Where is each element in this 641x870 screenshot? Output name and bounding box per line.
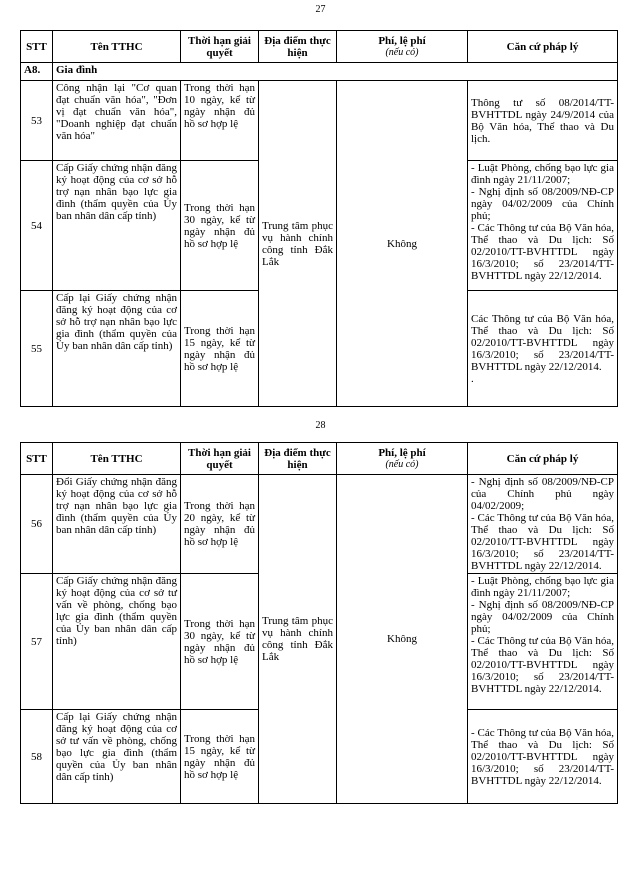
fee-cell: Không — [337, 81, 468, 407]
row-legal-basis: Thông tư số 08/2014/TT-BVHTTDL ngày 24/9/2014 của Bộ Văn hóa, Thể thao và Du lịch. — [468, 81, 618, 161]
row-stt: 57 — [21, 574, 53, 710]
fee-label: Phí, lệ phí — [378, 447, 426, 459]
col-header-time: Thời hạn giải quyết — [181, 31, 259, 63]
fee-label: Phí, lệ phí — [378, 35, 426, 47]
row-procedure-name: Đổi Giấy chứng nhận đăng ký hoạt động của cơ sở hỗ trợ nạn nhân bạo lực gia đình (thẩm quyền của Ủy ban nhân dân cấp tỉnh) — [53, 475, 181, 574]
col-header-name: Tên TTHC — [53, 443, 181, 475]
row-time-limit: Trong thời hạn 15 ngày, kể từ ngày nhận đủ hồ sơ hợp lệ — [181, 291, 259, 407]
row-time-limit: Trong thời hạn 10 ngày, kể từ ngày nhận đủ hồ sơ hợp lệ — [181, 81, 259, 161]
col-header-basis: Căn cứ pháp lý — [468, 31, 618, 63]
col-header-place: Địa điểm thực hiện — [259, 443, 337, 475]
row-stt: 55 — [21, 291, 53, 407]
row-time-limit: Trong thời hạn 20 ngày, kể từ ngày nhận đủ hồ sơ hợp lệ — [181, 475, 259, 574]
row-time-limit: Trong thời hạn 30 ngày, kể từ ngày nhận đủ hồ sơ hợp lệ — [181, 574, 259, 710]
row-procedure-name: Cấp lại Giấy chứng nhận đăng ký hoạt động của cơ sở tư vấn về phòng, chống bạo lực gia đình (thẩm quyền của Ủy ban nhân dân cấp tỉnh) — [53, 710, 181, 804]
col-header-name: Tên TTHC — [53, 31, 181, 63]
col-header-stt: STT — [21, 443, 53, 475]
header-row — [21, 443, 618, 475]
row-time-limit: Trong thời hạn 30 ngày, kể từ ngày nhận đủ hồ sơ hợp lệ — [181, 161, 259, 291]
section-title: Gia đình — [53, 63, 618, 81]
header-row — [21, 31, 618, 63]
row-stt: 56 — [21, 475, 53, 574]
section-code: A8. — [21, 63, 53, 81]
fee-note: (nếu có) — [385, 47, 419, 58]
fee-note: (nếu có) — [385, 459, 419, 470]
col-header-stt: STT — [21, 31, 53, 63]
col-header-place: Địa điểm thực hiện — [259, 31, 337, 63]
place-cell: Trung tâm phục vụ hành chính công tỉnh Đắk Lắk — [259, 81, 337, 407]
row-stt: 54 — [21, 161, 53, 291]
row-legal-basis: - Nghị định số 08/2009/NĐ-CP của Chính phủ ngày 04/02/2009; - Các Thông tư của Bộ Văn hóa, Thể thao và Du lịch: Số 02/2010/TT-BVHTTDL ngày 16/3/2010; số 23/2014/TT-BVHTTDL ngày 22/12/2014. — [468, 475, 618, 574]
row-procedure-name: Cấp lại Giấy chứng nhận đăng ký hoạt động của cơ sở hỗ trợ nạn nhân bạo lực gia đình (thẩm quyền của Ủy ban nhân dân cấp tỉnh) — [53, 291, 181, 407]
row-legal-basis: Các Thông tư của Bộ Văn hóa, Thể thao và Du lịch: Số 02/2010/TT-BVHTTDL ngày 16/3/2010; số 23/2014/TT-BVHTTDL ngày 22/12/2014. . — [468, 291, 618, 407]
row-legal-basis: - Luật Phòng, chống bạo lực gia đình ngày 21/11/2007; - Nghị định số 08/2009/NĐ-CP ngày 04/02/2009 của Chính phủ; - Các Thông tư của Bộ Văn hóa, Thể thao và Du lịch: Số 02/2010/TT-BVHTTDL ngày 16/3/2010; số 23/2014/TT-BVHTTDL ngày 22/12/2014. — [468, 574, 618, 710]
procedure-table-page-27 — [20, 30, 618, 407]
table-row — [21, 475, 618, 574]
table-row — [21, 81, 618, 161]
row-stt: 53 — [21, 81, 53, 161]
procedure-table-page-28 — [20, 442, 618, 804]
row-procedure-name: Cấp Giấy chứng nhận đăng ký hoạt động của cơ sở hỗ trợ nạn nhân bạo lực gia đình (thẩm quyền của Ủy ban nhân dân cấp tỉnh) — [53, 161, 181, 291]
col-header-fee — [337, 443, 468, 475]
row-legal-basis: - Các Thông tư của Bộ Văn hóa, Thể thao và Du lịch: Số 02/2010/TT-BVHTTDL ngày 16/3/2010; số 23/2014/TT-BVHTTDL ngày 22/12/2014. — [468, 710, 618, 804]
col-header-basis: Căn cứ pháp lý — [468, 443, 618, 475]
row-time-limit: Trong thời hạn 15 ngày, kể từ ngày nhận đủ hồ sơ hợp lệ — [181, 710, 259, 804]
section-row — [21, 63, 618, 81]
place-cell: Trung tâm phục vụ hành chính công tỉnh Đắk Lắk — [259, 475, 337, 804]
col-header-time: Thời hạn giải quyết — [181, 443, 259, 475]
row-procedure-name: Công nhận lại "Cơ quan đạt chuẩn văn hóa", "Đơn vị đạt chuẩn văn hóa", "Doanh nghiệp đạt chuẩn văn hóa" — [53, 81, 181, 161]
row-procedure-name: Cấp Giấy chứng nhận đăng ký hoạt động của cơ sở tư vấn về phòng, chống bạo lực gia đình (thẩm quyền của Ủy ban nhân dân cấp tỉnh) — [53, 574, 181, 710]
row-legal-basis: - Luật Phòng, chống bạo lực gia đình ngày 21/11/2007; - Nghị định số 08/2009/NĐ-CP ngày 04/02/2009 của Chính phủ; - Các Thông tư của Bộ Văn hóa, Thể thao và Du lịch: Số 02/2010/TT-BVHTTDL ngày 16/3/2010; số 23/2014/TT-BVHTTDL ngày 22/12/2014. — [468, 161, 618, 291]
row-stt: 58 — [21, 710, 53, 804]
page-number-27: 27 — [315, 4, 326, 15]
page-number-28: 28 — [315, 420, 326, 431]
col-header-fee — [337, 31, 468, 63]
fee-cell: Không — [337, 475, 468, 804]
